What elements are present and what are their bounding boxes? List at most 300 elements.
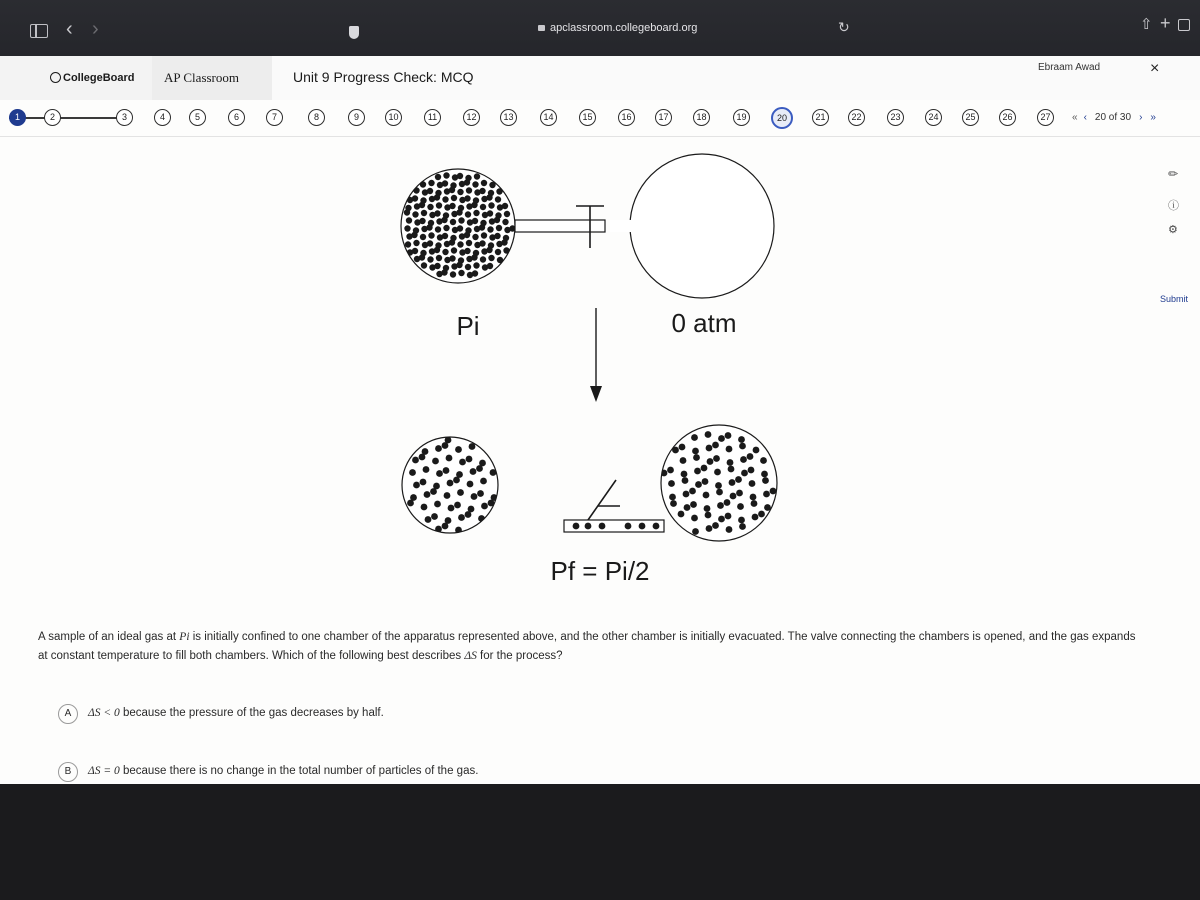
gas-particle bbox=[434, 501, 441, 508]
stem-part-2: is initially confined to one chamber of the apparatus represented above, and the other chamber is initially evacuated. The valve connecting the chambers is opened, and the gas expands at constant temperature to fill both chambers. Which of the following best describes bbox=[38, 631, 1136, 662]
gas-particle bbox=[702, 478, 709, 485]
gas-particle bbox=[434, 194, 440, 200]
stem-part-1: A sample of an ideal gas at bbox=[38, 631, 180, 643]
gas-particle bbox=[680, 457, 687, 464]
gas-particle bbox=[712, 442, 719, 449]
laptop-bezel bbox=[0, 784, 1200, 900]
gas-particle bbox=[472, 234, 478, 240]
gas-particle bbox=[457, 489, 464, 496]
gas-particle bbox=[750, 494, 757, 501]
gas-particle bbox=[419, 202, 425, 208]
brand-name: CollegeBoard bbox=[63, 72, 135, 84]
gas-particle bbox=[764, 504, 771, 511]
gas-particle bbox=[714, 469, 721, 476]
gas-particle bbox=[469, 443, 476, 450]
gas-particle bbox=[724, 499, 731, 506]
gas-particle bbox=[442, 249, 448, 255]
choice-text: because the pressure of the gas decreases by half. bbox=[119, 707, 384, 719]
gas-particle bbox=[419, 454, 426, 461]
gas-particle bbox=[705, 512, 712, 519]
gas-particle bbox=[442, 196, 448, 202]
gas-particle bbox=[761, 471, 768, 478]
gas-particle bbox=[735, 476, 742, 483]
gas-particle bbox=[695, 481, 702, 488]
gas-particle bbox=[404, 225, 410, 231]
stem-delta-s: ΔS bbox=[464, 650, 477, 662]
connecting-tube bbox=[515, 220, 605, 232]
forward-icon[interactable]: › bbox=[92, 18, 99, 40]
gas-particle bbox=[481, 232, 487, 238]
gas-particle bbox=[442, 442, 449, 449]
gas-particle bbox=[670, 500, 677, 507]
gas-particle bbox=[421, 262, 427, 268]
gas-particle bbox=[449, 255, 455, 261]
gas-particle bbox=[762, 477, 769, 484]
question-number-5[interactable]: 5 bbox=[189, 109, 206, 126]
gas-particle bbox=[706, 525, 713, 532]
gas-particle bbox=[718, 435, 725, 442]
help-icon[interactable]: ⓘ bbox=[1168, 200, 1179, 212]
gas-particle bbox=[447, 480, 454, 487]
gas-particle bbox=[464, 195, 470, 201]
gas-particle bbox=[476, 465, 483, 472]
question-number-26[interactable]: 26 bbox=[999, 109, 1016, 126]
next-button[interactable]: › bbox=[1139, 112, 1143, 123]
gas-particle bbox=[488, 500, 495, 507]
gas-particle bbox=[456, 262, 462, 268]
gas-particle bbox=[487, 226, 493, 232]
gas-particle bbox=[481, 180, 487, 186]
gas-particle bbox=[737, 503, 744, 510]
question-number-16[interactable]: 16 bbox=[618, 109, 635, 126]
gas-particle bbox=[443, 467, 450, 474]
gas-particle bbox=[471, 202, 477, 208]
gas-particle bbox=[704, 505, 711, 512]
gas-particle bbox=[495, 196, 501, 202]
gas-particle bbox=[749, 480, 756, 487]
question-number-7[interactable]: 7 bbox=[266, 109, 283, 126]
gas-particle bbox=[436, 255, 442, 261]
gas-particle bbox=[480, 256, 486, 262]
question-number-23[interactable]: 23 bbox=[887, 109, 904, 126]
gas-particle bbox=[738, 436, 745, 443]
gas-particle bbox=[488, 202, 494, 208]
gas-particle bbox=[752, 514, 759, 521]
gas-particle bbox=[748, 467, 755, 474]
gas-particle bbox=[434, 247, 440, 253]
previous-button[interactable]: ‹ bbox=[1083, 112, 1087, 123]
gas-particle bbox=[412, 211, 418, 217]
choice-b[interactable] bbox=[58, 762, 478, 782]
gas-particle bbox=[454, 502, 461, 509]
gas-particle bbox=[703, 492, 710, 499]
gas-particle bbox=[715, 482, 722, 489]
gas-particle bbox=[668, 480, 675, 487]
gas-particle bbox=[494, 217, 500, 223]
gas-particle bbox=[419, 218, 425, 224]
gas-particle bbox=[441, 217, 447, 223]
stem-part-3: for the process? bbox=[476, 650, 563, 662]
gas-particle bbox=[495, 249, 501, 255]
gas-particle bbox=[481, 503, 488, 510]
question-number-11[interactable]: 11 bbox=[424, 109, 441, 126]
gas-particle bbox=[751, 500, 758, 507]
question-number-21[interactable]: 21 bbox=[812, 109, 829, 126]
highlighter-icon[interactable]: ✏ bbox=[1168, 167, 1179, 181]
gas-particle bbox=[471, 254, 477, 260]
gas-particle bbox=[458, 217, 464, 223]
question-number-13[interactable]: 13 bbox=[500, 109, 517, 126]
tabs-icon[interactable] bbox=[1178, 19, 1190, 31]
gas-particle bbox=[473, 262, 479, 268]
gas-particle bbox=[441, 269, 447, 275]
submit-button[interactable]: Submit bbox=[1160, 294, 1189, 304]
gas-particle bbox=[573, 523, 580, 530]
gas-particle bbox=[425, 516, 432, 523]
apparatus-diagram bbox=[380, 148, 820, 608]
gas-particle bbox=[436, 470, 443, 477]
gas-particle bbox=[502, 203, 508, 209]
gas-particle bbox=[449, 203, 455, 209]
gas-particle bbox=[446, 455, 453, 462]
share-icon[interactable]: ⇧ bbox=[1140, 16, 1153, 33]
gas-particle bbox=[464, 179, 470, 185]
gas-particle bbox=[726, 446, 733, 453]
back-icon[interactable]: ‹ bbox=[66, 18, 73, 40]
gas-particle bbox=[464, 232, 470, 238]
gas-particle bbox=[412, 248, 418, 254]
gas-particle bbox=[457, 225, 463, 231]
gas-particle bbox=[585, 523, 592, 530]
question-number-24[interactable]: 24 bbox=[925, 109, 942, 126]
gas-particle bbox=[479, 240, 485, 246]
gas-particle bbox=[694, 468, 701, 475]
address-bar[interactable] bbox=[538, 22, 697, 34]
gas-particle bbox=[736, 490, 743, 497]
gas-particle bbox=[466, 456, 473, 463]
gas-particle bbox=[682, 477, 689, 484]
gas-particle bbox=[488, 255, 494, 261]
gas-particle bbox=[406, 217, 412, 223]
gas-particle bbox=[457, 173, 463, 179]
gas-particle bbox=[739, 443, 746, 450]
gas-particle bbox=[413, 482, 420, 489]
gas-particle bbox=[423, 466, 430, 473]
gas-particle bbox=[442, 233, 448, 239]
new-tab-icon[interactable]: + bbox=[1160, 13, 1171, 33]
gas-particle bbox=[472, 270, 478, 276]
question-number-2[interactable]: 2 bbox=[44, 109, 61, 126]
gas-particle bbox=[435, 226, 441, 232]
choice-letter: A bbox=[58, 704, 78, 724]
gas-particle bbox=[738, 517, 745, 524]
settings-icon[interactable]: ⚙ bbox=[1168, 224, 1178, 236]
gas-particle bbox=[472, 181, 478, 187]
gas-particle bbox=[672, 447, 679, 454]
gas-particle bbox=[726, 526, 733, 533]
question-number-20[interactable]: 20 bbox=[771, 107, 793, 129]
gas-particle bbox=[427, 256, 433, 262]
lock-icon bbox=[538, 25, 545, 31]
gas-particle bbox=[693, 454, 700, 461]
gas-particle bbox=[479, 188, 485, 194]
gas-particle bbox=[424, 491, 431, 498]
stem-variable: Pi bbox=[179, 631, 190, 643]
gas-particle bbox=[747, 453, 754, 460]
choice-math: ΔS = 0 bbox=[88, 765, 120, 777]
gas-particle bbox=[442, 523, 449, 530]
gas-particle bbox=[467, 481, 474, 488]
question-number-17[interactable]: 17 bbox=[655, 109, 672, 126]
gas-particle bbox=[728, 466, 735, 473]
question-number-1[interactable]: 1 bbox=[9, 109, 26, 126]
gas-particle bbox=[740, 456, 747, 463]
gas-particle bbox=[717, 502, 724, 509]
gas-particle bbox=[474, 173, 480, 179]
gas-particle bbox=[667, 467, 674, 474]
gas-particle bbox=[706, 445, 713, 452]
reload-icon[interactable]: ↻ bbox=[838, 19, 850, 35]
question-number-22[interactable]: 22 bbox=[848, 109, 865, 126]
gas-particle bbox=[449, 187, 455, 193]
gas-particle bbox=[669, 494, 676, 501]
gas-particle bbox=[489, 182, 495, 188]
gas-particle bbox=[453, 477, 460, 484]
url-text: apclassroom.collegeboard.org bbox=[550, 22, 698, 34]
arrow-head bbox=[590, 386, 602, 402]
gas-particle bbox=[625, 523, 632, 530]
gas-particle bbox=[409, 469, 416, 476]
gas-particle bbox=[455, 446, 462, 453]
final-pressure-label: Pf = Pi/2 bbox=[550, 556, 650, 586]
gas-particle bbox=[480, 204, 486, 210]
sidebar-icon[interactable] bbox=[30, 24, 48, 38]
gas-particle bbox=[763, 491, 770, 498]
question-stem bbox=[38, 628, 1148, 666]
question-number-6[interactable]: 6 bbox=[228, 109, 245, 126]
collegeboard-acorn-icon bbox=[50, 72, 61, 83]
question-number-4[interactable]: 4 bbox=[154, 109, 171, 126]
app-header bbox=[0, 56, 1200, 101]
gas-particle bbox=[681, 471, 688, 478]
gas-particle bbox=[729, 479, 736, 486]
shield-icon[interactable] bbox=[349, 26, 359, 39]
gas-particle bbox=[679, 444, 686, 451]
gas-particle bbox=[480, 478, 487, 485]
gas-particle bbox=[464, 248, 470, 254]
gas-particle bbox=[420, 234, 426, 240]
gas-particle bbox=[725, 432, 732, 439]
gas-particle bbox=[413, 187, 419, 193]
gas-particle bbox=[473, 210, 479, 216]
gas-particle bbox=[443, 172, 449, 178]
gas-particle bbox=[457, 189, 463, 195]
gas-particle bbox=[486, 194, 492, 200]
gas-particle bbox=[427, 240, 433, 246]
gas-particle bbox=[465, 511, 472, 518]
gas-particle bbox=[412, 195, 418, 201]
gas-particle bbox=[428, 180, 434, 186]
initial-pressure-label: Pi bbox=[456, 311, 480, 341]
gas-particle bbox=[421, 504, 428, 511]
gas-particle bbox=[419, 254, 425, 260]
gas-particle bbox=[450, 219, 456, 225]
gas-particle bbox=[466, 240, 472, 246]
gas-particle bbox=[420, 479, 427, 486]
gas-particle bbox=[730, 493, 737, 500]
gas-particle bbox=[725, 513, 732, 520]
collegeboard-logo[interactable] bbox=[0, 56, 152, 100]
gas-particle bbox=[760, 457, 767, 464]
gas-particle bbox=[486, 247, 492, 253]
open-valve-handle bbox=[588, 480, 616, 520]
gas-particle bbox=[477, 490, 484, 497]
gas-particle bbox=[456, 209, 462, 215]
gas-particle bbox=[459, 459, 466, 466]
gas-particle bbox=[449, 239, 455, 245]
gas-particle bbox=[653, 523, 660, 530]
gas-particle bbox=[466, 187, 472, 193]
gas-particle bbox=[758, 511, 765, 518]
gas-particle bbox=[692, 448, 699, 455]
gas-particle bbox=[426, 224, 432, 230]
gas-particle bbox=[432, 458, 439, 465]
last-page-button[interactable]: » bbox=[1150, 112, 1156, 123]
gas-particle bbox=[435, 174, 441, 180]
gas-particle bbox=[718, 516, 725, 523]
gas-particle bbox=[431, 513, 438, 520]
final-state bbox=[402, 425, 777, 586]
gas-particle bbox=[434, 263, 440, 269]
page bbox=[0, 56, 1200, 784]
gas-particle bbox=[716, 489, 723, 496]
gas-particle bbox=[448, 505, 455, 512]
gas-particle bbox=[450, 271, 456, 277]
evacuated-chamber bbox=[630, 154, 774, 298]
choice-a[interactable] bbox=[58, 704, 384, 724]
gas-particle bbox=[683, 491, 690, 498]
gas-particle bbox=[502, 219, 508, 225]
empty-pressure-label: 0 atm bbox=[671, 308, 737, 338]
gas-expansion-figure bbox=[380, 148, 820, 608]
gas-particle bbox=[691, 434, 698, 441]
gas-particle bbox=[692, 528, 699, 535]
gas-particle bbox=[465, 264, 471, 270]
gas-particle bbox=[713, 455, 720, 462]
question-number-8[interactable]: 8 bbox=[308, 109, 325, 126]
gas-particle bbox=[479, 224, 485, 230]
gas-particle bbox=[684, 504, 691, 511]
ap-classroom-logo[interactable] bbox=[152, 56, 272, 100]
gas-particle bbox=[691, 515, 698, 522]
gas-particle bbox=[465, 211, 471, 217]
gas-particle bbox=[501, 239, 507, 245]
gas-particle bbox=[487, 263, 493, 269]
gas-particle bbox=[707, 458, 714, 465]
gas-particle bbox=[727, 459, 734, 466]
gas-particle bbox=[712, 522, 719, 529]
gas-particle bbox=[472, 218, 478, 224]
gas-particle bbox=[471, 493, 478, 500]
gas-particle bbox=[411, 232, 417, 238]
choice-text: because there is no change in the total number of particles of the gas. bbox=[119, 765, 479, 777]
gas-particle bbox=[413, 240, 419, 246]
gas-particle bbox=[705, 431, 712, 438]
gas-particle bbox=[490, 469, 497, 476]
product-name: AP Classroom bbox=[164, 70, 239, 85]
gas-particle bbox=[412, 457, 419, 464]
gas-particle bbox=[690, 501, 697, 508]
choice-letter: B bbox=[58, 762, 78, 782]
gas-particle bbox=[421, 210, 427, 216]
gas-particle bbox=[436, 202, 442, 208]
question-navigator bbox=[0, 100, 1200, 137]
question-number-9[interactable]: 9 bbox=[348, 109, 365, 126]
gas-particle bbox=[701, 465, 708, 472]
gas-particle bbox=[405, 241, 411, 247]
question-number-25[interactable]: 25 bbox=[962, 109, 979, 126]
first-page-button[interactable]: « bbox=[1072, 112, 1078, 123]
gas-particle bbox=[678, 511, 685, 518]
choice-math: ΔS < 0 bbox=[88, 707, 120, 719]
gas-particle bbox=[451, 195, 457, 201]
question-number-15[interactable]: 15 bbox=[579, 109, 596, 126]
gas-particle bbox=[599, 523, 606, 530]
gas-particle bbox=[487, 210, 493, 216]
gas-particle bbox=[458, 270, 464, 276]
user-name[interactable]: Ebraam Awad bbox=[1038, 62, 1101, 73]
gas-particle bbox=[444, 492, 451, 499]
gas-particle bbox=[430, 488, 437, 495]
question-number-3[interactable]: 3 bbox=[116, 109, 133, 126]
gas-particle bbox=[428, 232, 434, 238]
gas-particle bbox=[427, 188, 433, 194]
gas-particle bbox=[451, 247, 457, 253]
pager bbox=[1072, 112, 1156, 123]
question-number-10[interactable]: 10 bbox=[385, 109, 402, 126]
gas-particle bbox=[770, 488, 777, 495]
gas-particle bbox=[443, 225, 449, 231]
gas-particle bbox=[478, 515, 485, 522]
gas-particle bbox=[689, 488, 696, 495]
gas-particle bbox=[470, 468, 477, 475]
gas-particle bbox=[442, 180, 448, 186]
gas-particle bbox=[458, 514, 465, 521]
gas-particle bbox=[504, 211, 510, 217]
gas-particle bbox=[407, 500, 414, 507]
browser-toolbar bbox=[0, 0, 1200, 56]
gas-particle bbox=[434, 210, 440, 216]
gas-particle bbox=[496, 225, 502, 231]
gas-particle bbox=[427, 204, 433, 210]
gas-particle bbox=[739, 523, 746, 530]
close-icon[interactable]: × bbox=[1150, 60, 1160, 77]
gas-particle bbox=[457, 241, 463, 247]
pager-count: 20 of 30 bbox=[1094, 112, 1132, 123]
gas-particle bbox=[404, 209, 410, 215]
gas-particle bbox=[741, 470, 748, 477]
question-number-27[interactable]: 27 bbox=[1037, 109, 1054, 126]
page-title: Unit 9 Progress Check: MCQ bbox=[293, 69, 474, 85]
gas-particle bbox=[753, 447, 760, 454]
question-number-18[interactable]: 18 bbox=[693, 109, 710, 126]
initial-state bbox=[401, 154, 774, 341]
question-number-19[interactable]: 19 bbox=[733, 109, 750, 126]
question-number-12[interactable]: 12 bbox=[463, 109, 480, 126]
question-number-14[interactable]: 14 bbox=[540, 109, 557, 126]
gas-particle bbox=[435, 445, 442, 452]
gas-particle bbox=[639, 523, 646, 530]
